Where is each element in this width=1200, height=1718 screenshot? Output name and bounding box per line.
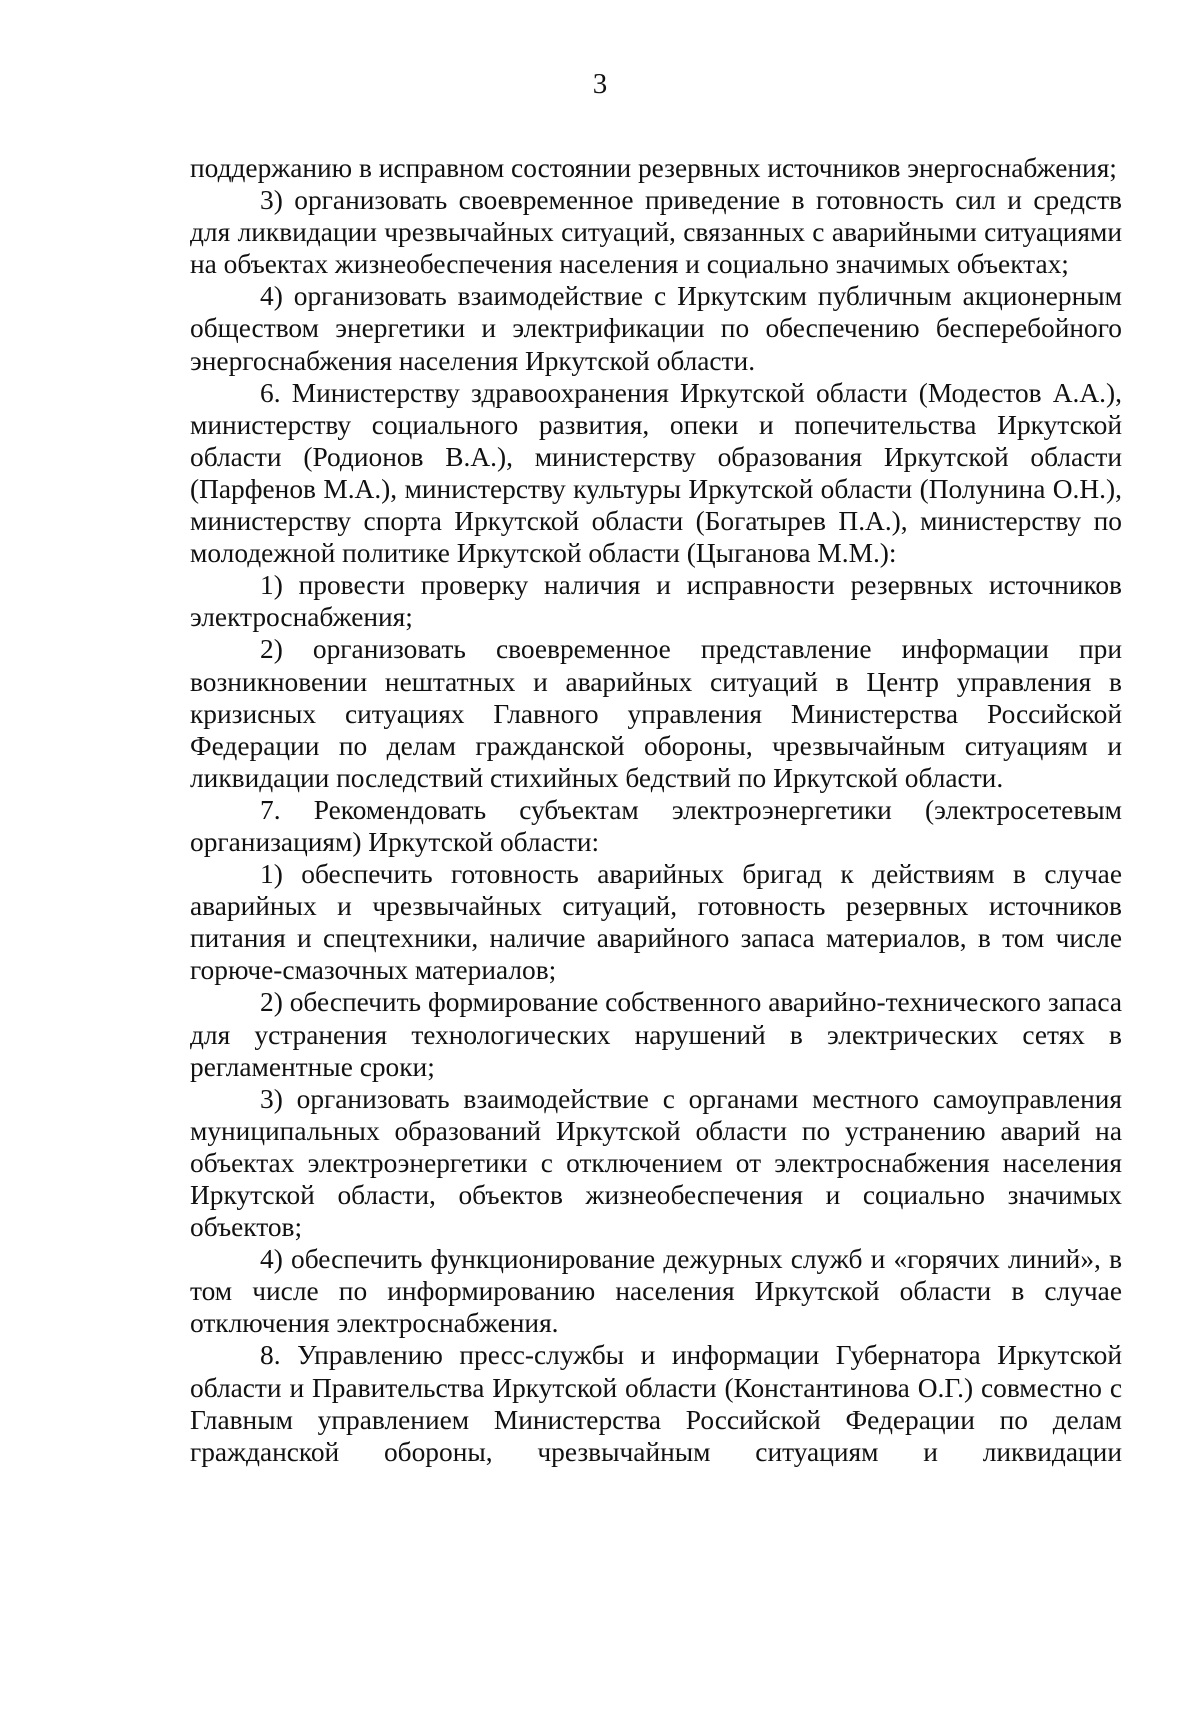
document-body [190, 152, 1122, 1468]
paragraph: 2) организовать своевременное представление информации при возникновении нештатных и аварийных ситуаций в Центр управления в кризисных ситуациях Главного управления Министерства Российской Федерации по делам гражданской обороны, чрезвычайным ситуациям и ликвидации последствий стихийных бедствий по Иркутской области. [190, 634, 1122, 793]
paragraph: 1) обеспечить готовность аварийных бригад к действиям в случае аварийных и чрезвычайных ситуаций, готовность резервных источников питания и спецтехники, наличие аварийного запаса материалов, в том числе горюче-смазочных материалов; [190, 859, 1122, 986]
paragraph: 6. Министерству здравоохранения Иркутской области (Модестов А.А.), министерству социального развития, опеки и попечительства Иркутской области (Родионов В.А.), министерству образования Иркутской области (Парфенов М.А.), министерству культуры Иркутской области (Полунина О.Н.), министерству спорта Иркутской области (Богатырев П.А.), министерству по молодежной политике Иркутской области (Цыганова М.М.): [190, 377, 1122, 569]
paragraph: 2) обеспечить формирование собственного аварийно-технического запаса для устранения технологических нарушений в электрических сетях в регламентные сроки; [190, 987, 1122, 1082]
paragraph: 1) провести проверку наличия и исправности резервных источников электроснабжения; [190, 570, 1122, 633]
paragraph: 8. Управлению пресс-службы и информации Губернатора Иркутской области и Правительства Иркутской области (Константинова О.Г.) совместно с Главным управлением Министерства Российской Федерации по делам гражданской обороны, чрезвычайным ситуациям и ликвидации [190, 1340, 1122, 1467]
paragraph: 3) организовать взаимодействие с органами местного самоуправления муниципальных образований Иркутской области по устранению аварий на объектах электроэнергетики с отключением от электроснабжения населения Иркутской области, объектов жизнеобеспечения и социально значимых объектов; [190, 1083, 1122, 1243]
paragraph: 4) обеспечить функционирование дежурных служб и «горячих линий», в том числе по информированию населения Иркутской области в случае отключения электроснабжения. [190, 1244, 1122, 1339]
paragraph: 7. Рекомендовать субъектам электроэнергетики (электросетевым организациям) Иркутской области: [190, 794, 1122, 857]
paragraph: 3) организовать своевременное приведение в готовность сил и средств для ликвидации чрезвычайных ситуаций, связанных с аварийными ситуациями на объектах жизнеобеспечения населения и социально значимых объектах; [190, 185, 1122, 280]
paragraph: 4) организовать взаимодействие с Иркутским публичным акционерным обществом энергетики и электрификации по обеспечению бесперебойного энергоснабжения населения Иркутской области. [190, 281, 1122, 376]
paragraph: поддержанию в исправном состоянии резервных источников энергоснабжения; [190, 153, 1117, 183]
page-number: 3 [592, 68, 608, 100]
